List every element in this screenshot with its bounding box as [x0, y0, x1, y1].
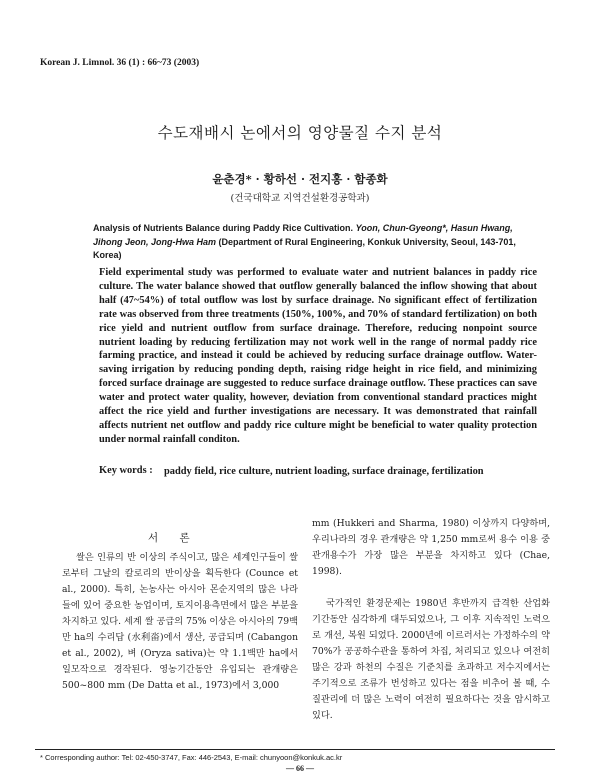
section-heading: 서 론 [148, 532, 199, 544]
affiliation: (건국대학교 지역건설환경공학과) [230, 193, 370, 204]
journal-citation: Korean J. Limnol. 36 (1) : 66~73 (2003) [40, 58, 200, 68]
right-column-paragraph-1: mm (Hukkeri and Sharma, 1980) 이상까지 다양하며, 우리나라의 경우 관개량은 약 1,250 mm로써 용수 이용 중 관개용수가 가장 많은 부분을 차지하고 있다 (Chae, 1998). [312, 518, 550, 577]
english-abstract-header [93, 222, 538, 263]
keywords-text: paddy field, rice culture, nutrient loading, surface drainage, fertilization [164, 466, 484, 477]
footnote: * Corresponding author: Tel: 02-450-3747, Fax: 446-2543, E-mail: chunyoon@konkuk.ac.kr [40, 753, 343, 762]
right-column [312, 516, 550, 724]
keywords-label: Key words : [99, 465, 153, 476]
left-column-text: 쌀은 인류의 반 이상의 주식이고, 많은 세계인구들이 쌀로부터 그날의 칼로리의 반이상을 획득한다 (Counce et al., 2000). 특히, 논농사는 아시아 몬순지역의 많은 나라들에 있어 중요한 농업이며, 토지이용측면에서 많은 부분을 차지하고 있다. 세계 쌀 공급의 75% 이상은 아시아의 79백만 ha의 수리답 (水利畓)에서 생산, 공급되며 (Cabangon et al., 2002), 벼 (Oryza sativa)는 약 1.1백만 ha에서 일모작으로 경작된다. 영농기간동안 유입되는 관개량은 500~800 mm (De Datta et al., 1973)에서 3,000 [62, 552, 298, 691]
paper-title: 수도재배시 논에서의 영양물질 수지 분석 [157, 124, 443, 142]
abstract-summary: Field experimental study was performed to evaluate water and nutrient balances in paddy rice culture. The water balance showed that outflow generally balanced the inflow showing that about half (47~54%) of total outflow was lost by surface drainage. No significant effect of fertilization rate was observed from three treatments (150%, 100%, and 70% of standard fertilization) on both rice yield and nutrient outflow from surface drainage. Therefore, reducing nonpoint source nutrient loading by reducing fertilization may not work well in the range of normal paddy rice farming practice, and instead it could be achieved by reducing surface drainage outflow. Water-saving irrigation by reducing ponding depth, raising ridge height in rice field, and minimizing forced surface drainage are suggested to reduce surface drainage outflow. These practices can save water and protect water quality, however, deviation from conventional standard practices might affect the rice yield and further investigations are necessary. It was demonstrated that rainfall affects nutrient net outflow and paddy rice culture might be beneficial to water quality protection under normal rainfall conditon. [99, 267, 537, 445]
footnote-rule [35, 749, 555, 750]
right-column-paragraph-2: 국가적인 환경문제는 1980년 후반까지 급격한 산업화 기간동안 심각하게 대두되었으나, 그 이후 지속적인 노력으로 개선, 복원 되었다. 2000년에 이르러서는 가정하수의 약 70%가 공공하수관을 통하여 차집, 처리되고 있으나 여전히 많은 강과 하천의 수질은 기준치를 초과하고 저수지에서는 주기적으로 조류가 번성하고 있다는 점을 비추어 볼 때, 수질관리에 더 많은 노력이 여전히 필요하다는 것을 암시하고 있다. [312, 598, 550, 721]
english-affiliation: (Department of Rural Engineering, Konkuk University, Seoul, 143-701, Korea) [93, 236, 516, 260]
english-title: Analysis of Nutrients Balance during Paddy Rice Cultivation. [93, 223, 354, 233]
page-number: — 66 — [286, 764, 314, 773]
author-list: 윤춘경* · 황하선 · 전지홍 · 함종화 [212, 172, 388, 186]
english-authors: Yoon, Chun-Gyeong*, Hasun Hwang, Jihong Jeon, Jong-Hwa Ham [93, 223, 513, 247]
